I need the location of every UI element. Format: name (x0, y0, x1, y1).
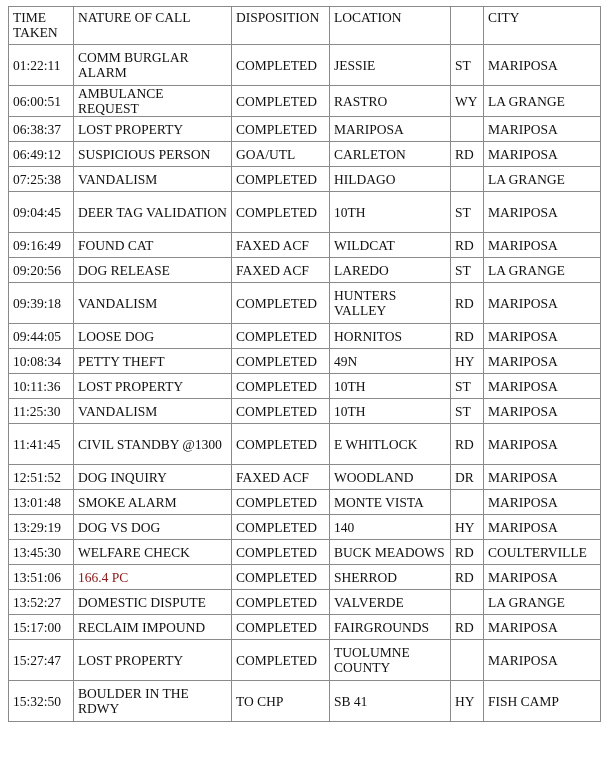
time-cell: 07:25:38 (9, 167, 74, 192)
disposition-cell: COMPLETED (232, 45, 330, 86)
street-suffix-cell: ST (451, 374, 484, 399)
location-cell: BUCK MEADOWS (330, 540, 451, 565)
nature-cell: DOG VS DOG (74, 515, 232, 540)
location-cell: WOODLAND (330, 465, 451, 490)
location-cell: 10TH (330, 192, 451, 233)
nature-cell: PETTY THEFT (74, 349, 232, 374)
table-row (9, 465, 601, 490)
table-row (9, 117, 601, 142)
time-cell: 12:51:52 (9, 465, 74, 490)
city-cell: MARIPOSA (484, 324, 601, 349)
city-cell: MARIPOSA (484, 192, 601, 233)
nature-cell: VANDALISM (74, 399, 232, 424)
table-row (9, 374, 601, 399)
time-cell: 15:32:50 (9, 681, 74, 722)
location-cell: LAREDO (330, 258, 451, 283)
nature-cell: DEER TAG VALIDATION (74, 192, 232, 233)
disposition-cell: COMPLETED (232, 399, 330, 424)
nature-cell: CIVIL STANDBY @1300 (74, 424, 232, 465)
table-row (9, 540, 601, 565)
table-row (9, 424, 601, 465)
location-cell: CARLETON (330, 142, 451, 167)
disposition-cell: COMPLETED (232, 640, 330, 681)
table-row (9, 86, 601, 117)
street-suffix-cell: DR (451, 465, 484, 490)
disposition-cell: COMPLETED (232, 324, 330, 349)
nature-cell: VANDALISM (74, 283, 232, 324)
street-suffix-cell: RD (451, 324, 484, 349)
table-row (9, 640, 601, 681)
nature-cell: DOG RELEASE (74, 258, 232, 283)
location-cell: VALVERDE (330, 590, 451, 615)
table-row (9, 615, 601, 640)
table-row (9, 490, 601, 515)
time-cell: 13:52:27 (9, 590, 74, 615)
table-row (9, 399, 601, 424)
nature-cell: LOST PROPERTY (74, 640, 232, 681)
nature-cell: FOUND CAT (74, 233, 232, 258)
nature-cell: VANDALISM (74, 167, 232, 192)
time-cell: 15:17:00 (9, 615, 74, 640)
nature-cell: DOMESTIC DISPUTE (74, 590, 232, 615)
time-cell: 09:44:05 (9, 324, 74, 349)
disposition-cell: COMPLETED (232, 167, 330, 192)
disposition-cell: FAXED ACF (232, 233, 330, 258)
time-cell: 01:22:11 (9, 45, 74, 86)
street-suffix-cell: HY (451, 349, 484, 374)
header-nature-of-call: NATURE OF CALL (74, 7, 232, 45)
city-cell: LA GRANGE (484, 590, 601, 615)
time-cell: 09:16:49 (9, 233, 74, 258)
street-suffix-cell: RD (451, 540, 484, 565)
time-cell: 09:20:56 (9, 258, 74, 283)
street-suffix-cell (451, 640, 484, 681)
disposition-cell: FAXED ACF (232, 258, 330, 283)
time-cell: 11:25:30 (9, 399, 74, 424)
table-row (9, 167, 601, 192)
city-cell: MARIPOSA (484, 640, 601, 681)
city-cell: MARIPOSA (484, 45, 601, 86)
header-row (9, 7, 601, 45)
street-suffix-cell (451, 167, 484, 192)
time-cell: 13:51:06 (9, 565, 74, 590)
time-cell: 06:38:37 (9, 117, 74, 142)
header-time-taken: TIME TAKEN (9, 7, 74, 45)
table-row (9, 515, 601, 540)
disposition-cell: COMPLETED (232, 283, 330, 324)
header-street-suffix (451, 7, 484, 45)
street-suffix-cell: RD (451, 233, 484, 258)
street-suffix-cell (451, 117, 484, 142)
time-cell: 15:27:47 (9, 640, 74, 681)
nature-cell: 166.4 PC (74, 565, 232, 590)
time-cell: 09:04:45 (9, 192, 74, 233)
location-cell: HUNTERS VALLEY (330, 283, 451, 324)
disposition-cell: FAXED ACF (232, 465, 330, 490)
table-row (9, 142, 601, 167)
location-cell: SHERROD (330, 565, 451, 590)
location-cell: 10TH (330, 399, 451, 424)
table-row (9, 233, 601, 258)
location-cell: RASTRO (330, 86, 451, 117)
street-suffix-cell (451, 490, 484, 515)
time-cell: 09:39:18 (9, 283, 74, 324)
time-cell: 10:11:36 (9, 374, 74, 399)
nature-cell: COMM BURGLAR ALARM (74, 45, 232, 86)
location-cell: MONTE VISTA (330, 490, 451, 515)
street-suffix-cell: ST (451, 192, 484, 233)
table-row (9, 283, 601, 324)
location-cell: 140 (330, 515, 451, 540)
disposition-cell: COMPLETED (232, 515, 330, 540)
city-cell: LA GRANGE (484, 167, 601, 192)
location-cell: JESSIE (330, 45, 451, 86)
disposition-cell: COMPLETED (232, 374, 330, 399)
city-cell: MARIPOSA (484, 399, 601, 424)
disposition-cell: COMPLETED (232, 615, 330, 640)
street-suffix-cell: ST (451, 399, 484, 424)
table-row (9, 565, 601, 590)
nature-cell: BOULDER IN THE RDWY (74, 681, 232, 722)
disposition-cell: COMPLETED (232, 117, 330, 142)
city-cell: LA GRANGE (484, 258, 601, 283)
call-log (8, 6, 601, 722)
disposition-cell: COMPLETED (232, 349, 330, 374)
location-cell: SB 41 (330, 681, 451, 722)
time-cell: 13:01:48 (9, 490, 74, 515)
time-cell: 13:45:30 (9, 540, 74, 565)
time-cell: 10:08:34 (9, 349, 74, 374)
street-suffix-cell: ST (451, 45, 484, 86)
city-cell: MARIPOSA (484, 465, 601, 490)
city-cell: MARIPOSA (484, 233, 601, 258)
city-cell: COULTERVILLE (484, 540, 601, 565)
location-cell: WILDCAT (330, 233, 451, 258)
nature-cell: RECLAIM IMPOUND (74, 615, 232, 640)
city-cell: MARIPOSA (484, 283, 601, 324)
street-suffix-cell: RD (451, 565, 484, 590)
disposition-cell: COMPLETED (232, 590, 330, 615)
disposition-cell: COMPLETED (232, 540, 330, 565)
city-cell: LA GRANGE (484, 86, 601, 117)
street-suffix-cell (451, 590, 484, 615)
call-log-body (9, 45, 601, 722)
street-suffix-cell: RD (451, 283, 484, 324)
disposition-cell: COMPLETED (232, 86, 330, 117)
nature-cell: LOST PROPERTY (74, 374, 232, 399)
city-cell: MARIPOSA (484, 349, 601, 374)
street-suffix-cell: HY (451, 681, 484, 722)
city-cell: MARIPOSA (484, 565, 601, 590)
street-suffix-cell: RD (451, 424, 484, 465)
street-suffix-cell: RD (451, 142, 484, 167)
time-cell: 13:29:19 (9, 515, 74, 540)
header-location: LOCATION (330, 7, 451, 45)
header-disposition: DISPOSITION (232, 7, 330, 45)
location-cell: MARIPOSA (330, 117, 451, 142)
header-city: CITY (484, 7, 601, 45)
location-cell: TUOLUMNE COUNTY (330, 640, 451, 681)
city-cell: MARIPOSA (484, 142, 601, 167)
disposition-cell: GOA/UTL (232, 142, 330, 167)
disposition-cell: COMPLETED (232, 424, 330, 465)
nature-cell: AMBULANCE REQUEST (74, 86, 232, 117)
street-suffix-cell: HY (451, 515, 484, 540)
city-cell: MARIPOSA (484, 515, 601, 540)
disposition-cell: COMPLETED (232, 490, 330, 515)
city-cell: MARIPOSA (484, 374, 601, 399)
street-suffix-cell: ST (451, 258, 484, 283)
location-cell: HILDAGO (330, 167, 451, 192)
city-cell: MARIPOSA (484, 424, 601, 465)
nature-cell: WELFARE CHECK (74, 540, 232, 565)
city-cell: FISH CAMP (484, 681, 601, 722)
street-suffix-cell: RD (451, 615, 484, 640)
disposition-cell: TO CHP (232, 681, 330, 722)
time-cell: 06:49:12 (9, 142, 74, 167)
location-cell: FAIRGROUNDS (330, 615, 451, 640)
nature-cell: SUSPICIOUS PERSON (74, 142, 232, 167)
location-cell: HORNITOS (330, 324, 451, 349)
nature-cell: SMOKE ALARM (74, 490, 232, 515)
location-cell: E WHITLOCK (330, 424, 451, 465)
disposition-cell: COMPLETED (232, 192, 330, 233)
location-cell: 49N (330, 349, 451, 374)
table-row (9, 45, 601, 86)
location-cell: 10TH (330, 374, 451, 399)
call-log-table (8, 6, 601, 722)
city-cell: MARIPOSA (484, 615, 601, 640)
table-row (9, 681, 601, 722)
table-row (9, 349, 601, 374)
time-cell: 06:00:51 (9, 86, 74, 117)
street-suffix-cell: WY (451, 86, 484, 117)
time-cell: 11:41:45 (9, 424, 74, 465)
nature-cell: LOOSE DOG (74, 324, 232, 349)
table-row (9, 258, 601, 283)
nature-cell: LOST PROPERTY (74, 117, 232, 142)
table-row (9, 192, 601, 233)
city-cell: MARIPOSA (484, 117, 601, 142)
table-row (9, 324, 601, 349)
nature-cell: DOG INQUIRY (74, 465, 232, 490)
disposition-cell: COMPLETED (232, 565, 330, 590)
city-cell: MARIPOSA (484, 490, 601, 515)
table-row (9, 590, 601, 615)
